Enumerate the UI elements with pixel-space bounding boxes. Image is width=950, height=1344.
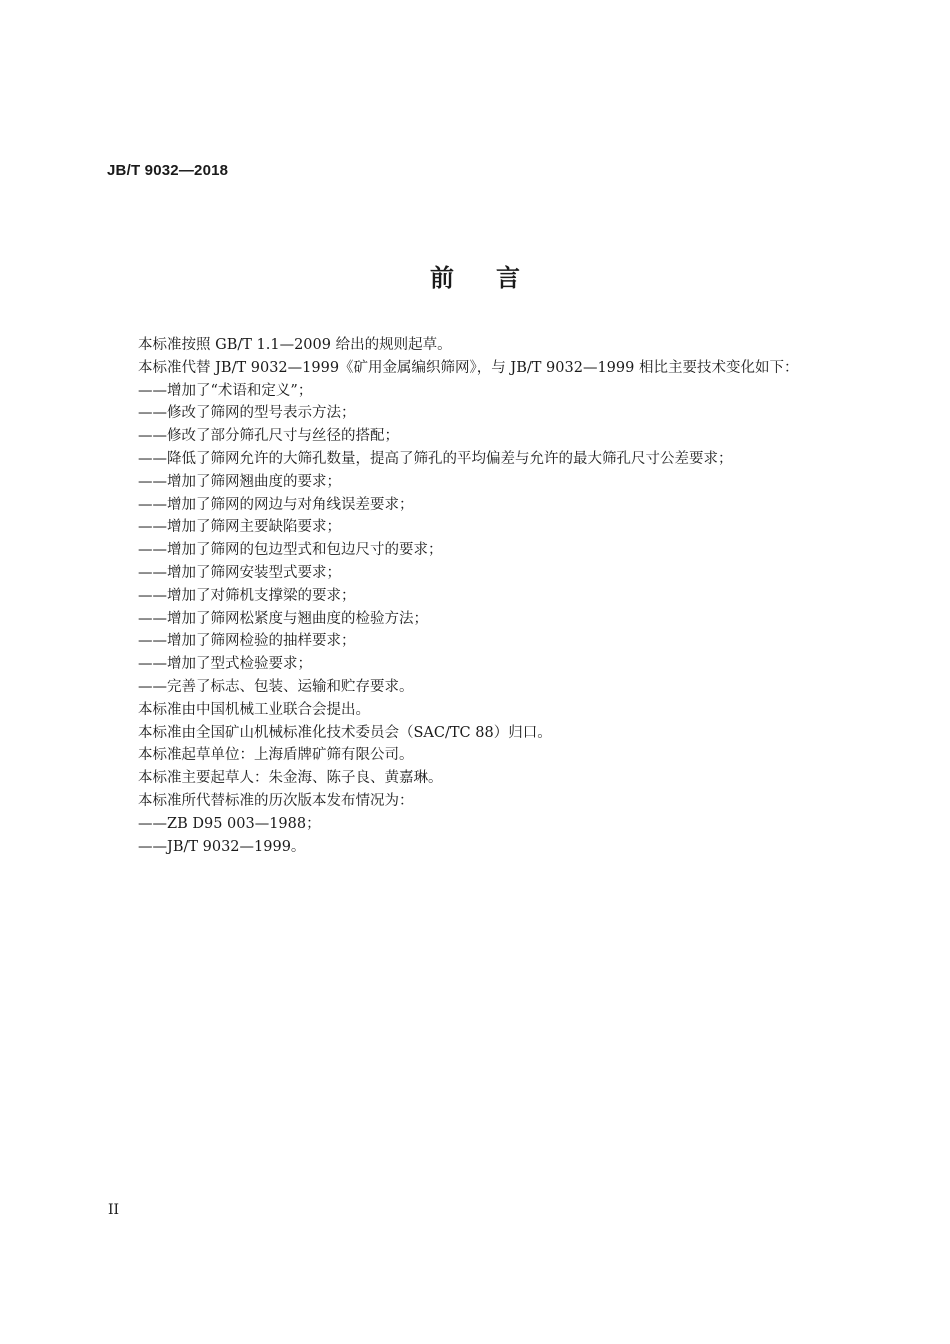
- body-line: ——增加了筛网安装型式要求；: [138, 564, 341, 581]
- foreword-body: [138, 334, 838, 858]
- body-line: ——降低了筛网允许的大筛孔数量，提高了筛孔的平均偏差与允许的最大筛孔尺寸公差要求；: [138, 450, 733, 467]
- body-line: 本标准所代替标准的历次版本发布情况为：: [138, 792, 414, 809]
- body-line: ——增加了型式检验要求；: [138, 656, 312, 673]
- body-line: ——增加了对筛机支撑梁的要求；: [138, 587, 356, 604]
- page-number: II: [108, 1202, 120, 1218]
- body-line: 本标准起草单位：上海盾牌矿筛有限公司。: [138, 747, 414, 764]
- body-line: ——JB/T 9032—1999。: [138, 838, 306, 855]
- body-line: 本标准由中国机械工业联合会提出。: [138, 701, 370, 718]
- body-line: 本标准由全国矿山机械标准化技术委员会（SAC/TC 88）归口。: [138, 724, 552, 741]
- body-line: 本标准主要起草人：朱金海、陈子良、黄嘉琳。: [138, 770, 443, 787]
- body-line: ——增加了筛网的包边型式和包边尺寸的要求；: [138, 542, 443, 559]
- standard-code: JB/T 9032—2018: [107, 162, 229, 179]
- page-title: 前言: [430, 264, 562, 292]
- body-line: ——增加了“术语和定义”；: [138, 382, 313, 399]
- body-line: ——修改了筛网的型号表示方法；: [138, 405, 356, 422]
- body-line: 本标准代替 JB/T 9032—1999《矿用金属编织筛网》，与 JB/T 9032—1999 相比主要技术变化如下：: [138, 359, 799, 376]
- body-line: ——增加了筛网检验的抽样要求；: [138, 633, 356, 650]
- body-line: ——完善了标志、包装、运输和贮存要求。: [138, 678, 414, 695]
- body-line: 本标准按照 GB/T 1.1—2009 给出的规则起草。: [138, 337, 452, 353]
- body-line: ——修改了部分筛孔尺寸与丝径的搭配；: [138, 428, 399, 445]
- body-line: ——增加了筛网翘曲度的要求；: [138, 473, 341, 490]
- body-line: ——增加了筛网主要缺陷要求；: [138, 519, 341, 536]
- body-line: ——增加了筛网松紧度与翘曲度的检验方法；: [138, 610, 428, 627]
- body-line: ——ZB D95 003—1988；: [138, 815, 321, 832]
- body-line: ——增加了筛网的网边与对角线误差要求；: [138, 496, 414, 513]
